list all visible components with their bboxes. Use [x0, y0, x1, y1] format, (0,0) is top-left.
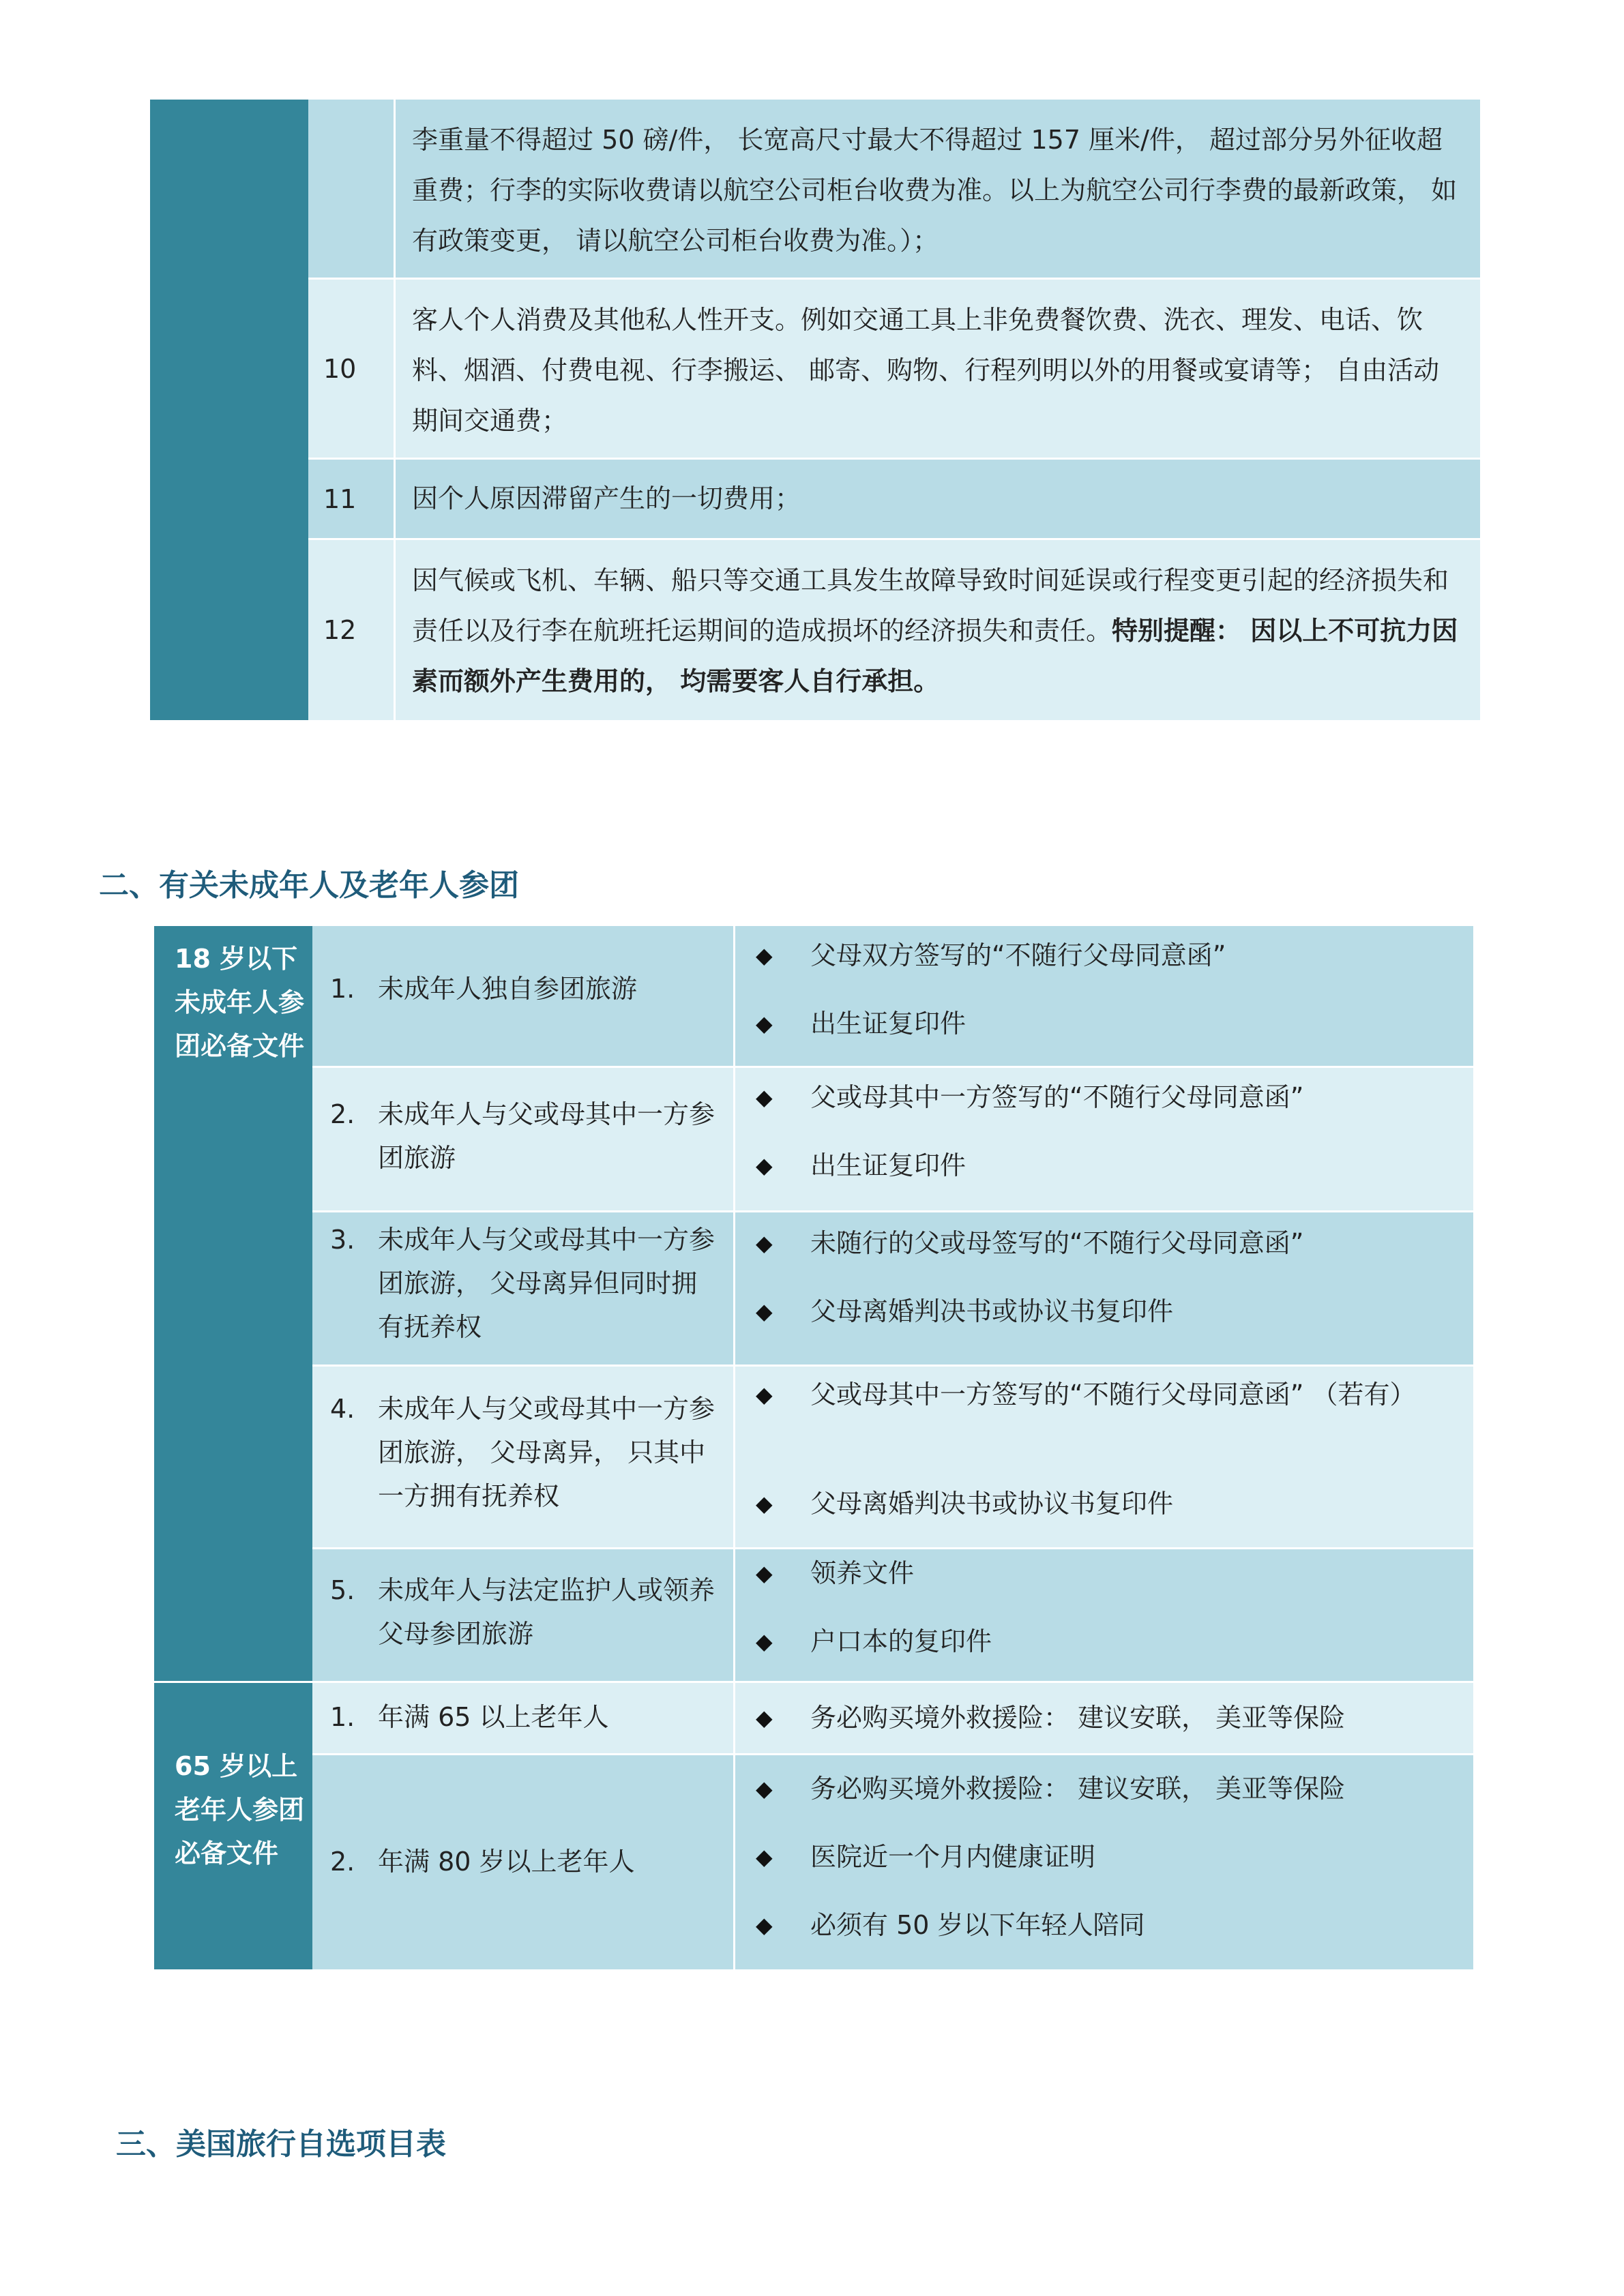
case-description: 年满 65 以上老年人 — [378, 1702, 609, 1732]
diamond-bullet-icon: ◆ — [756, 1912, 773, 1938]
requirements-cell: ◆ 父或母其中一方签写的“不随行父母同意函” ◆ 出生证复印件 — [735, 1068, 1473, 1210]
elder-side-label: 65 岁以上老年人参团必备文件 — [175, 1751, 305, 1868]
row-text: 因个人原因滞留产生的一切费用； — [412, 483, 801, 513]
row-text — [396, 540, 1480, 720]
table-row — [312, 1683, 1473, 1755]
diamond-bullet-icon: ◆ — [756, 1011, 773, 1037]
requirements-cell: ◆ 领养文件 ◆ 户口本的复印件 — [735, 1549, 1473, 1681]
case-number: 4. — [330, 1394, 355, 1424]
case-description: 年满 80 岁以上老年人 — [378, 1847, 635, 1877]
row-number-cell — [308, 540, 396, 720]
case-cell — [312, 1549, 735, 1681]
diamond-bullet-icon: ◆ — [756, 1152, 773, 1178]
case-description: 未成年人与父或母其中一方参团旅游， 父母离异， 只其中一方拥有抚养权 — [378, 1394, 715, 1511]
table-row — [312, 1068, 1473, 1212]
elder-side-cell — [154, 1683, 312, 1969]
requirements-cell: ◆ 务必购买境外救援险： 建议安联， 美亚等保险 — [735, 1683, 1473, 1753]
diamond-bullet-icon: ◆ — [756, 1560, 773, 1586]
case-number: 2. — [330, 1099, 355, 1129]
diamond-bullet-icon: ◆ — [756, 1628, 773, 1654]
row-number-cell — [308, 460, 396, 538]
case-number: 3. — [330, 1225, 355, 1255]
row-text-normal: 因气候或飞机、车辆、船只等交通工具发生故障导致时间延误或行程变更引起的经济损失和责任以及行李在航班托运期间的造成损坏的经济损失和责任。 — [412, 565, 1449, 646]
row-number-cell — [308, 100, 396, 278]
case-cell — [312, 1755, 735, 1969]
table-side-column — [150, 100, 308, 720]
case-number: 1. — [330, 974, 355, 1004]
case-cell — [312, 1068, 735, 1210]
minor-side-cell — [154, 926, 312, 1683]
case-cell — [312, 1212, 735, 1365]
requirements-cell: ◆ 父或母其中一方签写的“不随行父母同意函” （若有） ◆ 父母离婚判决书或协议书复印件 — [735, 1367, 1473, 1547]
row-number: 11 — [323, 483, 357, 514]
case-cell — [312, 1683, 735, 1753]
diamond-bullet-icon: ◆ — [756, 1491, 773, 1517]
section-title: 二、有关未成年人及老年人参团 — [99, 868, 519, 903]
table-row — [312, 1212, 1473, 1367]
table-row — [308, 100, 1480, 280]
table-row — [312, 926, 1473, 1068]
case-number: 1. — [330, 1702, 355, 1732]
diamond-bullet-icon: ◆ — [756, 1084, 773, 1110]
table-row — [312, 1549, 1473, 1683]
section-title: 三、美国旅行自选项目表 — [116, 2127, 446, 2162]
case-cell — [312, 926, 735, 1066]
diamond-bullet-icon: ◆ — [756, 1230, 773, 1256]
case-description: 未成年人独自参团旅游 — [378, 974, 638, 1004]
row-number-cell — [308, 280, 396, 458]
diamond-bullet-icon: ◆ — [756, 1298, 773, 1324]
special-reminder: 特别提醒： 因以上不可抗力因素而额外产生费用的， 均需要客人自行承担。 — [412, 616, 1458, 696]
diamond-bullet-icon: ◆ — [756, 942, 773, 968]
diamond-bullet-icon: ◆ — [756, 1382, 773, 1407]
requirements-cell: ◆ 父母双方签写的“不随行父母同意函” ◆ 出生证复印件 — [735, 926, 1473, 1066]
requirements-cell: ◆ 未随行的父或母签写的“不随行父母同意函” ◆ 父母离婚判决书或协议书复印件 — [735, 1212, 1473, 1365]
diamond-bullet-icon: ◆ — [756, 1844, 773, 1870]
case-number: 5. — [330, 1575, 355, 1605]
diamond-bullet-icon: ◆ — [756, 1705, 773, 1731]
row-number: 12 — [323, 615, 357, 645]
minor-elder-requirements-table — [154, 926, 1473, 1969]
table-row — [308, 460, 1480, 540]
table-row — [312, 1755, 1473, 1969]
case-number: 2. — [330, 1847, 355, 1877]
diamond-bullet-icon: ◆ — [756, 1776, 773, 1802]
row-number: 10 — [323, 353, 357, 384]
case-description: 未成年人与父或母其中一方参团旅游 — [378, 1099, 715, 1173]
case-cell — [312, 1367, 735, 1547]
table-row — [312, 1367, 1473, 1549]
row-text: 李重量不得超过 50 磅/件， 长宽高尺寸最大不得超过 157 厘米/件， 超过部分另外征收超重费；行李的实际收费请以航空公司柜台收费为准。以上为航空公司行李费的最新政策， 如有政策变更， 请以航空公司柜台收费为准。）； — [412, 125, 1458, 256]
table-row — [308, 540, 1480, 720]
case-description: 未成年人与法定监护人或领养父母参团旅游 — [378, 1575, 715, 1649]
table-row — [308, 280, 1480, 460]
case-description: 未成年人与父或母其中一方参团旅游， 父母离异但同时拥有抚养权 — [378, 1225, 715, 1342]
row-text: 客人个人消费及其他私人性开支。例如交通工具上非免费餐饮费、洗衣、理发、电话、饮料、烟酒、付费电视、行李搬运、 邮寄、购物、行程列明以外的用餐或宴请等； 自由活动期间交通费； — [412, 305, 1440, 436]
requirements-cell: ◆ 务必购买境外救援险： 建议安联， 美亚等保险 ◆ 医院近一个月内健康证明 ◆ 必须有 50 岁以下年轻人陪同 — [735, 1755, 1473, 1969]
minor-side-label: 18 岁以下未成年人参团必备文件 — [175, 944, 305, 1061]
